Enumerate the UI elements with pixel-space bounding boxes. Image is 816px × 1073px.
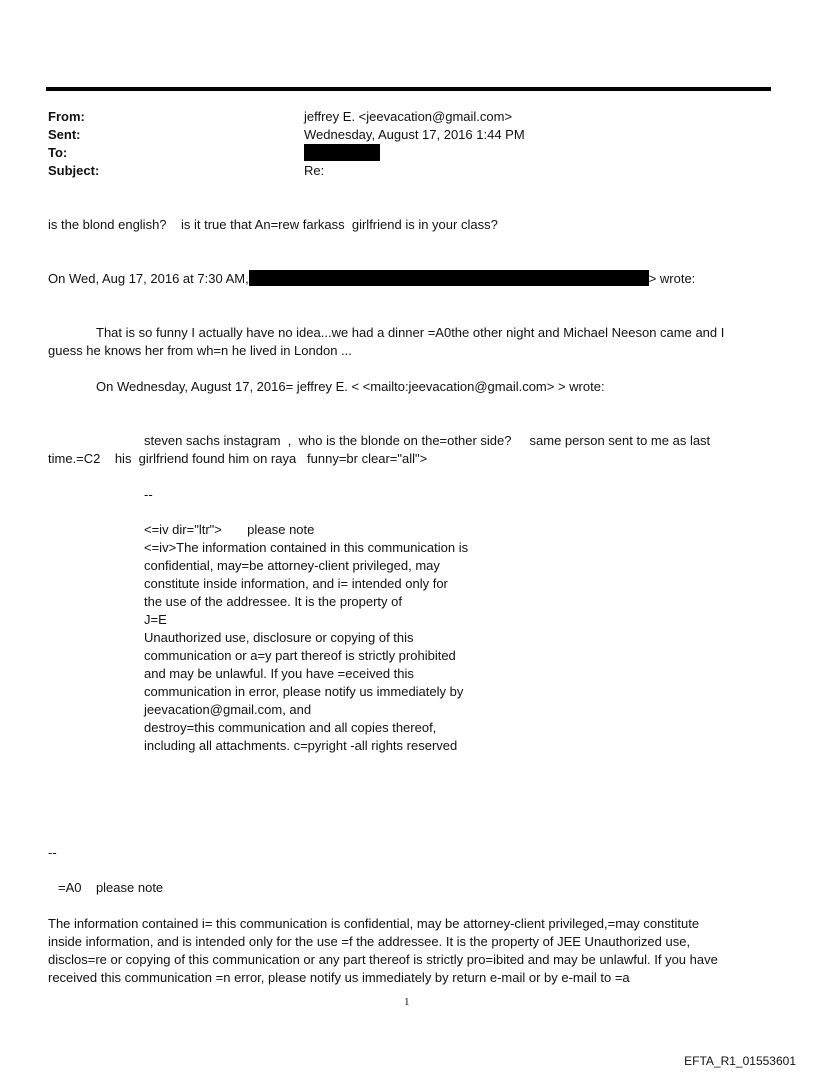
reply-1-header xyxy=(48,270,695,288)
document-id: EFTA_R1_01553601 xyxy=(684,1054,796,1068)
footer-line: inside information, and is intended only for the use =f the addressee. It is the property of JEE Unauthorized use, xyxy=(48,934,691,949)
para-2-line-b: time.=C2 his girlfriend found him on raya funny=br clear="all"> xyxy=(48,451,428,466)
body-line-1: is the blond english? is it true that An=rew farkass girlfriend is in your class? xyxy=(48,217,498,232)
footer-line: received this communication =n error, please notify us immediately by return e-mail or by e-mail to =a xyxy=(48,970,630,985)
disclaimer-line: the use of the addressee. It is the property of xyxy=(144,594,402,609)
disclaimer-line: including all attachments. c=pyright -all rights reserved xyxy=(144,738,458,753)
note-2: =A0 please note xyxy=(58,880,164,895)
footer-line: disclos=re or copying of this communication or any part thereof is strictly pro=ibited and may be unlawful. If you have xyxy=(48,952,718,967)
disclaimer-line: jeevacation@gmail.com, and xyxy=(144,702,312,717)
header-to xyxy=(48,144,648,162)
disclaimer-line: and may be unlawful. If you have =eceived this xyxy=(144,666,414,681)
disclaimer-line: constitute inside information, and i= intended only for xyxy=(144,576,448,591)
separator-dashes-1: -- xyxy=(144,487,153,502)
disclaimer-line: confidential, may=be attorney-client privileged, may xyxy=(144,558,440,573)
disclaimer-line: destroy=this communication and all copies thereof, xyxy=(144,720,437,735)
header-from xyxy=(48,108,648,126)
para-1-line-b: guess he knows her from wh=n he lived in London ... xyxy=(48,343,352,358)
header-subject xyxy=(48,162,648,180)
sender-redaction xyxy=(249,270,649,286)
subject-label: Subject: xyxy=(48,163,100,178)
sent-value: Wednesday, August 17, 2016 1:44 PM xyxy=(304,127,525,142)
header-sent xyxy=(48,126,648,144)
reply-1-prefix: On Wed, Aug 17, 2016 at 7:30 AM, xyxy=(48,271,249,286)
page-number: 1 xyxy=(404,996,410,1008)
reply-1-suffix: > wrote: xyxy=(648,271,696,286)
disclaimer-line: <=iv>The information contained in this communication is xyxy=(144,540,469,555)
para-2-line-a: steven sachs instagram , who is the blonde on the=other side? same person sent to me as last xyxy=(144,433,711,448)
from-value: jeffrey E. <jeevacation@gmail.com> xyxy=(304,109,513,124)
para-1-line-a: That is so funny I actually have no idea...we had a dinner =A0the other night and Michael Neeson came and I xyxy=(96,325,725,340)
reply-2-header: On Wednesday, August 17, 2016= jeffrey E. < <mailto:jeevacation@gmail.com> > wrote: xyxy=(96,379,605,394)
to-redaction xyxy=(304,144,380,161)
separator-dashes-2: -- xyxy=(48,845,57,860)
subject-value: Re: xyxy=(304,163,325,178)
note-heading: <=iv dir="ltr"> please note xyxy=(144,522,315,537)
top-rule xyxy=(46,87,771,91)
sent-label: Sent: xyxy=(48,127,81,142)
footer-line: The information contained i= this communication is confidential, may be attorney-client privileged,=may constitute xyxy=(48,916,700,931)
to-label: To: xyxy=(48,145,68,160)
disclaimer-line: J=E xyxy=(144,612,167,627)
from-label: From: xyxy=(48,109,85,124)
disclaimer-line: communication or a=y part thereof is strictly prohibited xyxy=(144,648,456,663)
disclaimer-line: communication in error, please notify us immediately by xyxy=(144,684,464,699)
disclaimer-line: Unauthorized use, disclosure or copying of this xyxy=(144,630,414,645)
